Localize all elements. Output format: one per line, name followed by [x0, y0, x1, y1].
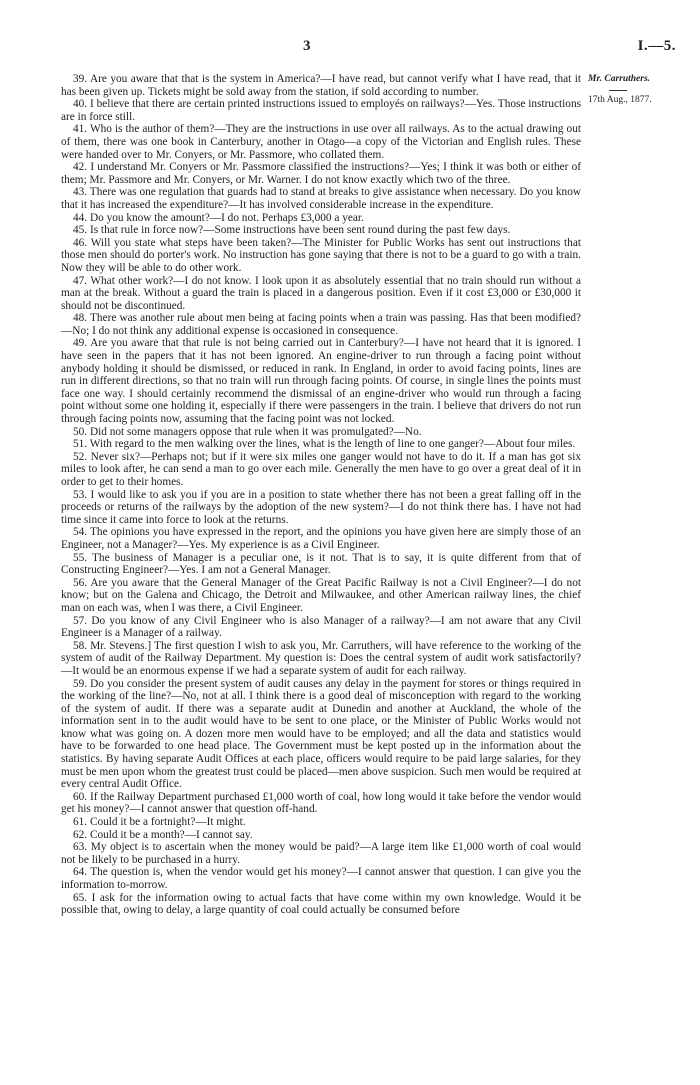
paragraph-q39: 39. Are you aware that that is the system in America?—I have read, but cannot verify what I have read, that it has been given up. Tickets might be sold away from the station, if sold according to number.	[61, 73, 581, 98]
paragraph-q55: 55. The business of Manager is a peculiar one, is it not. That is to say, it is quite different from that of Constructing Engineer?—Yes. I am not a General Manager.	[61, 551, 581, 577]
paragraph-q41: 41. Who is the author of them?—They are the instructions in use over all railways. As to the actual drawing out of them, there was one book in Canterbury, another in Otago—a copy of the Victorian and English rules. These were handed over to Mr. Conyers, or Mr. Passmore, who collated them.	[61, 123, 581, 161]
paragraph-q65: 65. I ask for the information owing to actual facts that have come within my own knowledge. Would it be possible that, owing to delay, a large quantity of coal could actually be consumed before	[61, 891, 581, 917]
document-reference: I.—5.	[637, 38, 676, 54]
paragraph-q49: 49. Are you aware that that rule is not being carried out in Canterbury?—I have not heard that it is ignored. I have seen in the papers that it has not been ignored. An engine-driver to run through a facing point without anybody holding it should be dismissed, or reduced in rank. In England, in order to avoid facing points, lines are run in different directions, so that no train will run through facing points. Of course, in single lines the points must face one way. I should certainly recommend the dismissal of an engine-driver who would run through a facing point without some one holding it, especially if there were passengers in the train. I believe that drivers do not run through facing points now, assuming that the facing point was not locked.	[61, 337, 581, 426]
paragraph-q52: 52. Never six?—Perhaps not; but if it were six miles one ganger would not have to do it. If a man has got six miles to look after, he can send a man to go over each mile. Generally the men have to go over a great deal of it in order to get to their homes.	[61, 450, 581, 488]
paragraph-q62: 62. Could it be a month?—I cannot say.	[73, 828, 253, 841]
paragraph-q47: 47. What other work?—I do not know. I look upon it as absolutely essential that no train should run without a man at the break. Without a guard the train is placed in a dangerous position. Even if it cost £3,000 or £30,000 it should not be discontinued.	[61, 274, 581, 312]
paragraph-q59: 59. Do you consider the present system of audit causes any delay in the payment for stores or things required in the working of the line?—No, not at all. I think there is a good deal of misconception with regard to the working of the system of audit. If there was a separate audit at Dunedin and another at Auckland, the whole of the information sent in to the audit would have to be sent to one place, or the Minister of Public Works would not know what was going on. A dozen more men would have to be employed; and all the data and statistics would have to be forwarded to one head place. The Government must be kept posted up in the information about the statistics. By having separate Audit Offices at each place, officers would require to be paid large salaries, for they must be men upon whom the greatest trust could be placed—men above suspicion. Such men would be required at every central Audit Office.	[61, 677, 581, 791]
paragraph-q58: 58. Mr. Stevens.] The first question I wish to ask you, Mr. Carruthers, will have reference to the working of the system of audit of the Railway Department. My question is: Does the central system of audit work satisfactorily?—It would be an enormous expense if we had a separate system of audit for each railway.	[61, 639, 581, 677]
paragraph-q57: 57. Do you know of any Civil Engineer who is also Manager of a railway?—I am not aware that any Civil Engineer is a Manager of a railway.	[61, 614, 581, 640]
paragraph-q40: 40. I believe that there are certain printed instructions issued to employés on railways?—Yes. Those instructions are in force still.	[61, 98, 581, 123]
paragraph-q43: 43. There was one regulation that guards had to stand at breaks to give assistance when necessary. Do you know that it has increased the expenditure?—It has involved considerable increase in the expenditure.	[61, 186, 581, 211]
paragraph-q46: 46. Will you state what steps have been taken?—The Minister for Public Works has sent out instructions that those men should do porter's work. No instruction has gone saying that there is not to be a guard to go with a train. Now they will be able to do other work.	[61, 236, 581, 274]
margin-divider	[609, 90, 627, 91]
paragraph-q56: 56. Are you aware that the General Manager of the Great Pacific Railway is not a Civil Engineer?—I do not know; but on the Galena and Chicago, the Detroit and Milwaukee, and other American railway lines, the chief man on each was, when I was there, a Civil Engineer.	[61, 576, 581, 614]
paragraph-q61: 61. Could it be a fortnight?—It might.	[73, 816, 246, 829]
paragraph-q50: 50. Did not some managers oppose that rule when it was promulgated?—No.	[73, 425, 422, 438]
paragraph-q42: 42. I understand Mr. Conyers or Mr. Passmore classified the instructions?—Yes; I think it was both or either of them; Mr. Passmore and Mr. Conyers, or Mr. Warner. I do not know exactly which two of the three.	[61, 161, 581, 186]
paragraph-q51: 51. With regard to the men walking over the lines, what is the length of line to one ganger?—About four miles.	[73, 438, 576, 451]
margin-date: 17th Aug., 1877.	[588, 95, 652, 105]
paragraph-q44: 44. Do you know the amount?—I do not. Perhaps £3,000 a year.	[73, 211, 364, 224]
paragraph-q63: 63. My object is to ascertain when the money would be paid?—A large item like £1,000 worth of coal would not be likely to be purchased in a hurry.	[61, 841, 581, 866]
paragraph-q53: 53. I would like to ask you if you are in a position to state whether there has not been a great falling off in the proceeds or returns of the railways by the adoption of the new system?—I do not think there has. I have not had time since it came into force to look at the returns.	[61, 488, 581, 526]
paragraph-q48: 48. There was another rule about men being at facing points when a train was passing. Has that been modified?—No; I do not think any additional expense is occasioned in consequence.	[61, 312, 581, 337]
paragraph-q64: 64. The question is, when the vendor would get his money?—I cannot answer that question. I can give you the information to-morrow.	[61, 866, 581, 891]
document-body	[61, 73, 581, 917]
paragraph-q45: 45. Is that rule in force now?—Some instructions have been sent round during the past few days.	[73, 224, 511, 237]
paragraph-q54: 54. The opinions you have expressed in the report, and the opinions you have given here are simply those of an Engineer, not a Manager?—Yes. My experience is as a Civil Engineer.	[61, 526, 581, 551]
page-number: 3	[303, 38, 311, 54]
margin-witness-name: Mr. Carruthers.	[588, 74, 651, 84]
paragraph-q60: 60. If the Railway Department purchased £1,000 worth of coal, how long would it take before the vendor would get his money?—I cannot answer that question off-hand.	[61, 790, 581, 816]
